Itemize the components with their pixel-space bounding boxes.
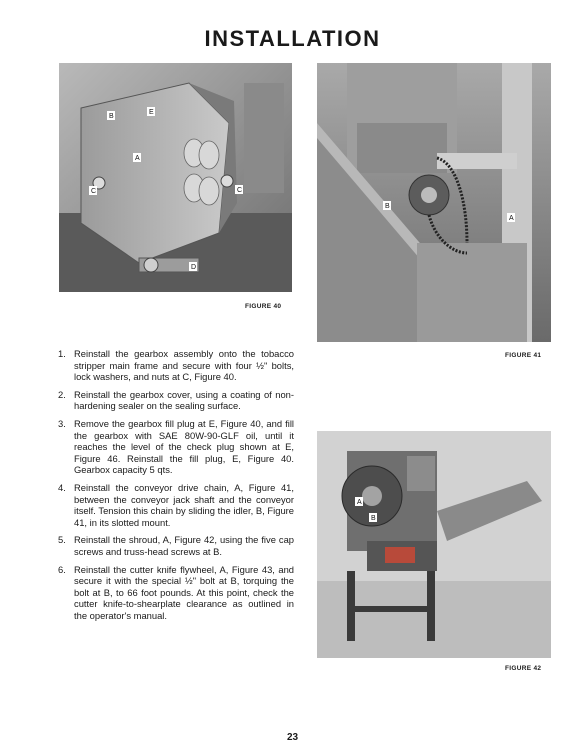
- callout-b: B: [385, 203, 390, 210]
- figure-41-photo: [317, 63, 551, 342]
- figure-40-caption: FIGURE 40: [245, 303, 282, 310]
- gearbox-photo-graphic: [59, 63, 292, 292]
- conveyor-chain-photo-graphic: [317, 63, 551, 342]
- step-text: Reinstall the gearbox assembly onto the tobacco stripper main frame and secure with four ½" bolts, lock washers, and nuts at C, Figure 40.: [74, 348, 294, 383]
- installation-steps: [58, 348, 294, 627]
- figure-42-caption: FIGURE 42: [505, 665, 542, 672]
- step-text: Reinstall the conveyor drive chain, A, Figure 41, between the conveyor jack shaft and the conveyor itself. Tension this chain by sliding the idler, B, Figure 41, in its slotted mount.: [74, 481, 294, 528]
- step-text: Reinstall the gearbox cover, using a coating of non-hardening sealer on the sealing surface.: [74, 388, 294, 412]
- callout-c-left: C: [91, 188, 97, 195]
- callout-b: B: [109, 113, 114, 120]
- step-text: Reinstall the shroud, A, Figure 42, using the five cap screws and truss-head screws at B.: [74, 534, 294, 557]
- callout-c-right: C: [237, 187, 243, 194]
- callout-a: A: [135, 155, 140, 162]
- callout-b: B: [371, 515, 376, 522]
- list-item: 2. Reinstall the gearbox cover, using a coating of non-hardening sealer on the sealing surface.: [58, 388, 294, 412]
- callout-a: A: [509, 215, 514, 222]
- callout-d: D: [191, 264, 197, 271]
- page-title: INSTALLATION: [204, 26, 381, 51]
- list-item: 1. Reinstall the gearbox assembly onto the tobacco stripper main frame and secure with four ½" bolts, lock washers, and nuts at C, Figure 40.: [58, 348, 294, 383]
- list-item: 6. Reinstall the cutter knife flywheel, A, Figure 43, and secure it with the special ½" bolt at B, torquing the bolt at B, to 66 foot pounds. At this point, check the cutter knife-to-shearplate clearance as outlined in the operator's manual.: [58, 563, 294, 621]
- step-text: Reinstall the cutter knife flywheel, A, Figure 43, and secure it with the special ½" bolt at B, torquing the bolt at B, to 66 foot pounds. At this point, check the cutter knife-to-shearplate clearance as outlined in the operator's manual.: [74, 563, 294, 621]
- callout-e: E: [149, 109, 154, 116]
- step-text: Remove the gearbox fill plug at E, Figure 40, and fill the gearbox with SAE 80W-90-GLF oil, until it reaches the level of the check plug shown at E, Figure 46. Reinstall the fill plug, E, Figure 40. Gearbox capacity 5 qts.: [74, 417, 294, 476]
- figure-41-caption: FIGURE 41: [505, 352, 542, 359]
- list-item: 5. Reinstall the shroud, A, Figure 42, using the five cap screws and truss-head screws at B.: [58, 534, 294, 557]
- list-item: 4. Reinstall the conveyor drive chain, A, Figure 41, between the conveyor jack shaft and the conveyor itself. Tension this chain by sliding the idler, B, Figure 41, in its slotted mount.: [58, 481, 294, 528]
- callout-a: A: [357, 499, 362, 506]
- list-item: 3. Remove the gearbox fill plug at E, Figure 40, and fill the gearbox with SAE 80W-90-GLF oil, until it reaches the level of the check plug shown at E, Figure 46. Reinstall the fill plug, E, Figure 40. Gearbox capacity 5 qts.: [58, 417, 294, 476]
- page-number: 23: [286, 732, 299, 743]
- figure-40-photo: [59, 63, 292, 292]
- figure-42-photo: [317, 431, 551, 658]
- stripper-machine-photo-graphic: [317, 431, 551, 658]
